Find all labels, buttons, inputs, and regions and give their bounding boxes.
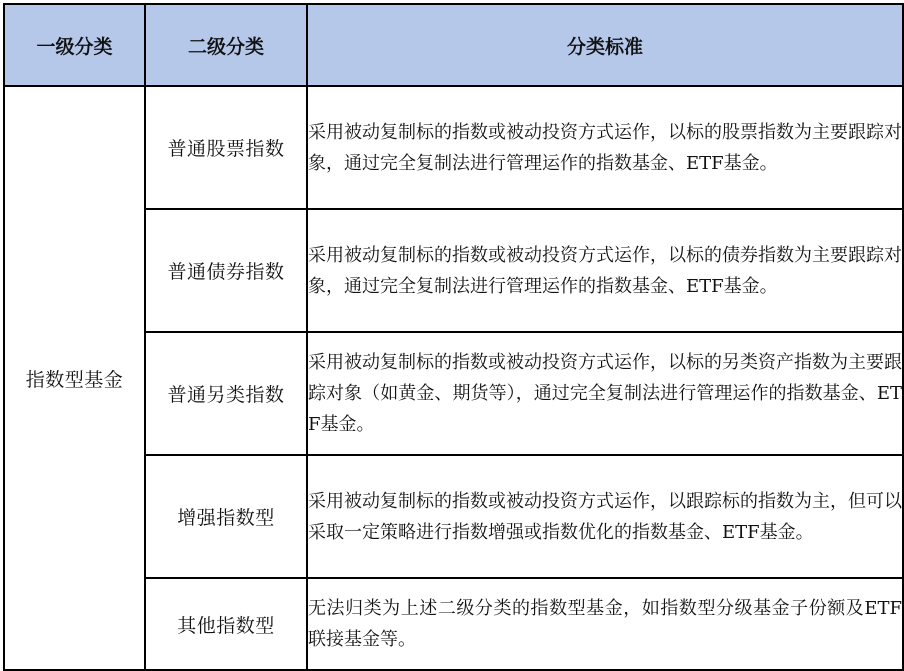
criteria-cell: 采用被动复制标的指数或被动投资方式运作，以标的股票指数为主要跟踪对象，通过完全复制法进行管理运作的指数基金、ETF基金。 — [307, 86, 903, 209]
criteria-cell: 无法归类为上述二级分类的指数型基金，如指数型分级基金子份额及ETF联接基金等。 — [307, 578, 903, 670]
category-cell: 指数型基金 — [4, 86, 145, 670]
criteria-cell: 采用被动复制标的指数或被动投资方式运作，以标的债券指数为主要跟踪对象，通过完全复制法进行管理运作的指数基金、ETF基金。 — [307, 209, 903, 332]
table-row — [4, 86, 903, 209]
header-row — [4, 4, 903, 86]
header-level1: 一级分类 — [4, 4, 145, 86]
level2-cell: 其他指数型 — [145, 578, 307, 670]
level2-cell: 普通另类指数 — [145, 332, 307, 455]
header-level2: 二级分类 — [145, 4, 307, 86]
level2-cell: 增强指数型 — [145, 455, 307, 578]
criteria-cell: 采用被动复制标的指数或被动投资方式运作，以跟踪标的指数为主，但可以采取一定策略进行指数增强或指数优化的指数基金、ETF基金。 — [307, 455, 903, 578]
level2-cell: 普通股票指数 — [145, 86, 307, 209]
fund-classification-table — [3, 3, 904, 671]
level2-cell: 普通债券指数 — [145, 209, 307, 332]
header-criteria: 分类标准 — [307, 4, 903, 86]
criteria-cell: 采用被动复制标的指数或被动投资方式运作，以标的另类资产指数为主要跟踪对象（如黄金、期货等），通过完全复制法进行管理运作的指数基金、ETF基金。 — [307, 332, 903, 455]
